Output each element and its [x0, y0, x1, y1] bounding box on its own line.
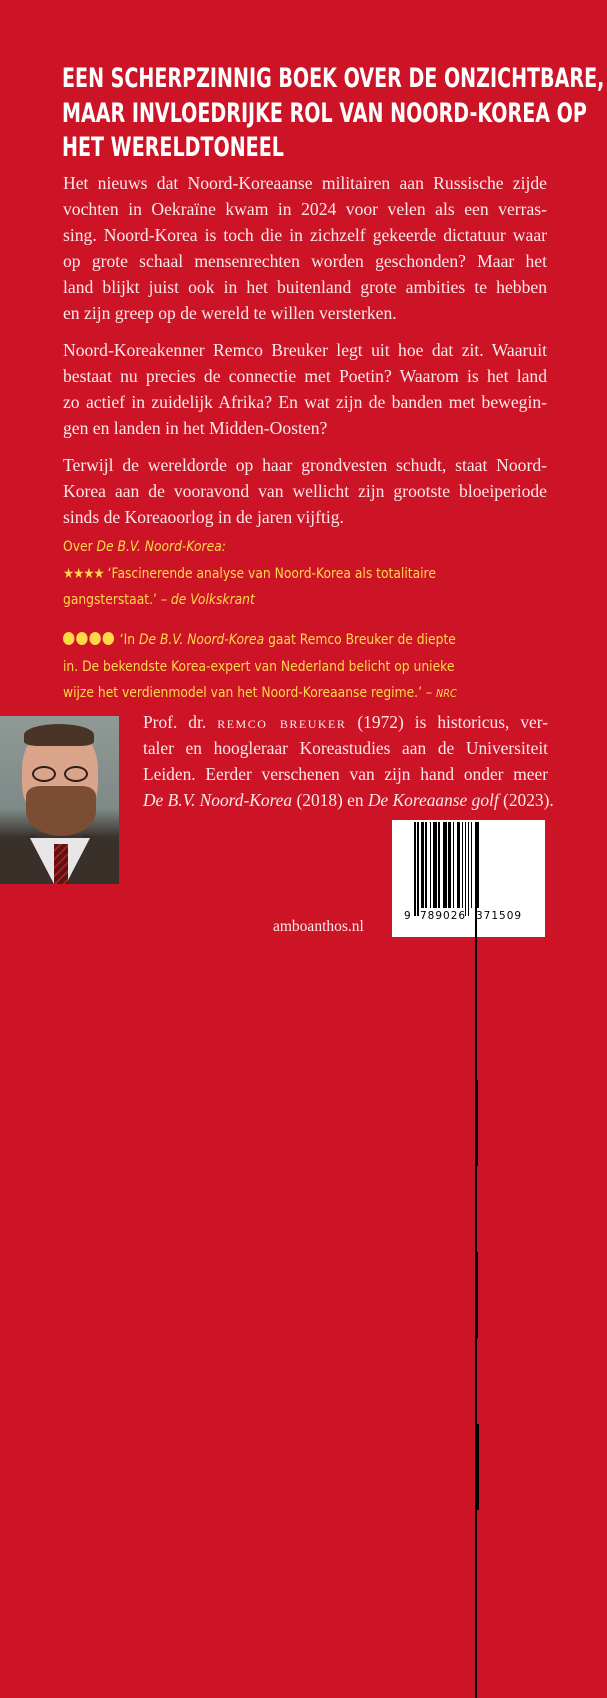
- headline-line: HET WERELDTONEEL: [62, 132, 284, 163]
- author-bio: [143, 709, 554, 813]
- bio-text: (1972) is historicus, ver-: [346, 712, 548, 732]
- text-line: gen en landen in het Midden-Oosten?: [63, 418, 328, 438]
- photo-hair: [24, 724, 94, 746]
- publisher-url[interactable]: amboanthos.nl: [273, 918, 364, 935]
- text-line: bestaat nu precies de connectie met Poetin? Waarom is het land: [63, 366, 547, 386]
- dot-icon: [89, 632, 100, 645]
- isbn-group-2: 371509: [476, 910, 523, 922]
- review-nrc: [63, 627, 547, 708]
- barcode-bars: [414, 822, 524, 916]
- isbn-group-1: 789026: [420, 910, 467, 922]
- text-line: op grote schaal mensenrechten worden geschonden? Maar het: [63, 251, 547, 271]
- review-line: [63, 680, 547, 708]
- text-line: en zijn greep op de wereld te willen versterken.: [63, 303, 397, 323]
- book-title: De B.V. Noord-Korea: [143, 790, 293, 810]
- text-line: land blijkt juist ook in het buitenland grote ambities te hebben: [63, 277, 547, 297]
- bio-line: taler en hoogleraar Koreastudies aan de Universiteit: [143, 738, 548, 758]
- text-line: vochten in Oekraïne kwam in 2024 voor velen als een verras-: [63, 199, 547, 219]
- headline: [62, 62, 605, 166]
- intro-prefix: Over: [63, 539, 97, 555]
- text-line: sing. Noord-Korea is toch die in zichzelf gekeerde dictatuur waar: [63, 225, 547, 245]
- blurb-paragraph-2: [63, 337, 547, 441]
- bio-line: [143, 709, 548, 735]
- review-source: de Volkskrant: [170, 592, 255, 608]
- quote-text: gaat Remco Breuker de diepte: [264, 632, 456, 648]
- blurb-paragraph-3: [63, 452, 547, 530]
- text-line: zo actief in zuidelijk Afrika? En wat zijn de banden met bewegin-: [63, 392, 547, 412]
- review-source: NRC: [435, 687, 457, 700]
- review-line: in. De bekendste Korea-expert van Nederland belicht op unieke: [63, 658, 455, 675]
- star-icon: ★★★★: [63, 565, 104, 582]
- photo-tie: [54, 844, 68, 884]
- quote-text: wijze het verdienmodel van het Noord-Koreaanse regime.’ –: [63, 685, 436, 701]
- text-line: Korea aan de vooravond van wellicht zijn grootste bloeiperiode: [63, 481, 547, 501]
- bio-text: (2018) en: [292, 790, 368, 810]
- photo-glasses: [28, 766, 92, 782]
- text-line: Het nieuws dat Noord-Koreaanse militairen aan Russische zijde: [63, 173, 547, 193]
- quote-text: ‘Fascinerende analyse van Noord-Korea als totalitaire: [107, 565, 436, 582]
- text-line: Terwijl de wereldorde op haar grondvesten schudt, staat Noord-: [63, 455, 547, 475]
- dot-icon: [103, 632, 114, 645]
- author-photo: [0, 716, 119, 884]
- review-line: [63, 627, 547, 654]
- headline-line: EEN SCHERPZINNIG BOEK OVER DE ONZICHTBARE,: [62, 63, 605, 94]
- book-title: De Koreaanse golf: [367, 790, 499, 810]
- bio-line: Leiden. Eerder verschenen van zijn hand onder meer: [143, 764, 548, 784]
- review-volkskrant: [63, 534, 547, 614]
- text-line: sinds de Koreaoorlog in de jaren vijftig.: [63, 507, 344, 527]
- quote-text: gangsterstaat.’ –: [63, 592, 171, 608]
- dot-icon: [63, 632, 74, 645]
- review-line: [63, 587, 547, 614]
- bio-text: Prof. dr.: [143, 712, 218, 732]
- author-name: remco breuker: [217, 712, 347, 732]
- isbn-first-digit: 9: [404, 910, 411, 922]
- book-title: De B.V. Noord-Korea: [138, 632, 265, 648]
- text-line: Noord-Koreakenner Remco Breuker legt uit hoe dat zit. Waaruit: [63, 340, 547, 360]
- review-line: [63, 561, 547, 588]
- reviews-intro: [63, 534, 547, 561]
- quote-text: ‘In: [115, 632, 139, 648]
- bio-line: [143, 787, 554, 813]
- photo-beard: [26, 786, 96, 836]
- dot-icon: [76, 632, 87, 645]
- book-title: De B.V. Noord-Korea:: [96, 539, 226, 555]
- blurb-paragraph-1: [63, 170, 547, 326]
- headline-line: MAAR INVLOEDRIJKE ROL VAN NOORD-KOREA OP: [62, 97, 587, 129]
- isbn-barcode: [392, 820, 545, 937]
- bio-text: (2023).: [498, 790, 554, 810]
